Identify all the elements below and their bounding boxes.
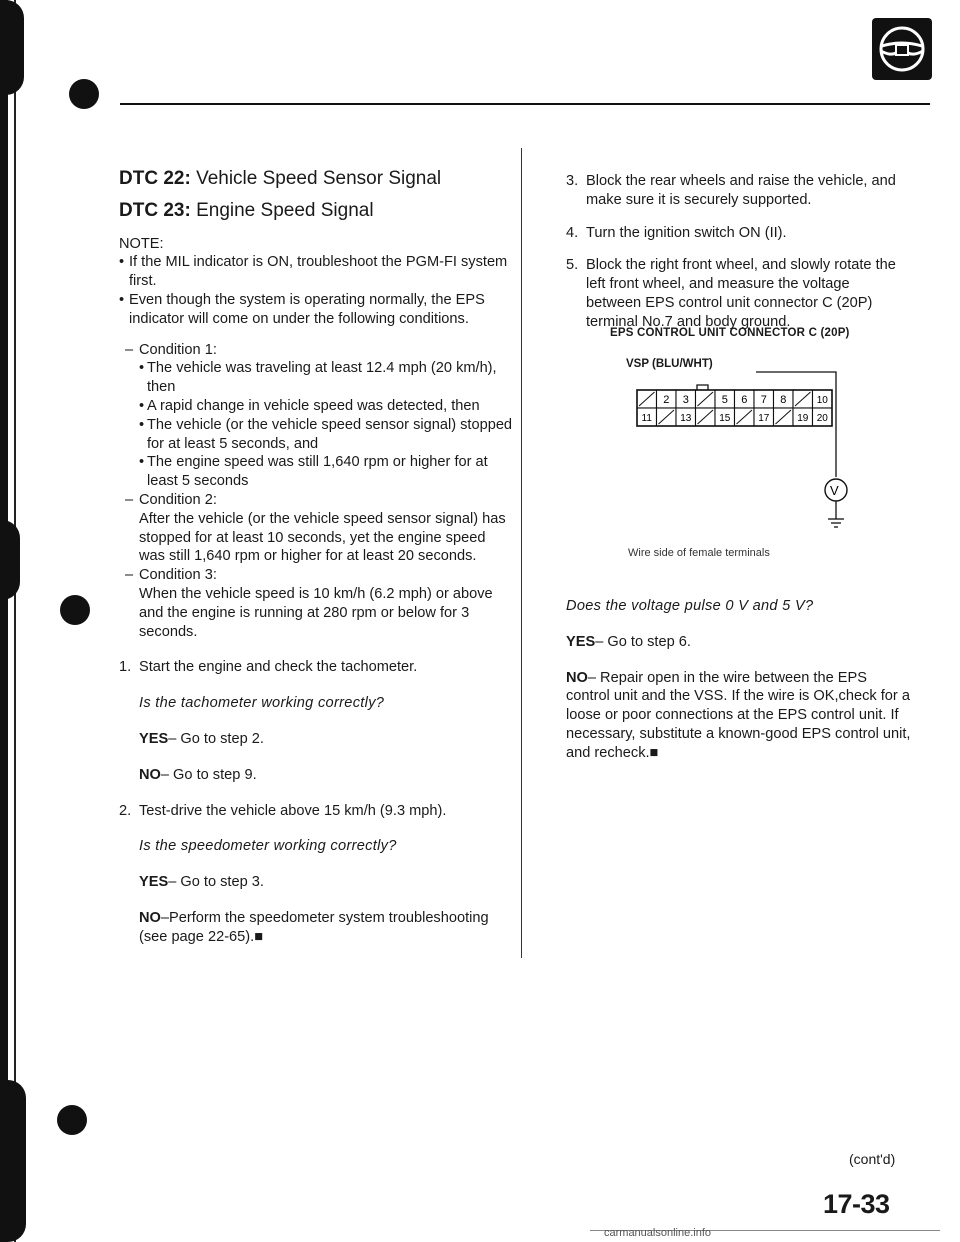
no-answer: [566, 669, 911, 763]
step-question: Is the speedometer working correctly?: [139, 838, 397, 855]
step-question: Does the voltage pulse 0 V and 5 V?: [566, 598, 814, 614]
condition-item: • The vehicle (or the vehicle speed sensor signal) stopped for at least 5 seconds, and: [139, 416, 514, 454]
step-1: [119, 658, 514, 677]
no-label: NO: [139, 909, 161, 926]
step-question: Is the tachometer working correctly?: [139, 695, 385, 712]
condition-heading: – Condition 1:: [125, 341, 514, 360]
yes-label: YES: [566, 633, 596, 650]
terminal-number: 11: [641, 413, 652, 424]
binding-hole: [69, 79, 99, 109]
condition-2: [125, 491, 514, 566]
step-text: Start the engine and check the tachometer.: [139, 659, 418, 676]
wire-label: VSP (BLU/WHT): [626, 358, 713, 370]
figure-title: EPS CONTROL UNIT CONNECTOR C (20P): [610, 327, 850, 339]
connector-drawing: [566, 327, 906, 563]
note-item: • Even though the system is operating normally, the EPS indicator will come on under the following conditions.: [119, 291, 514, 329]
binding-edge: [0, 0, 8, 1242]
step-text: Turn the ignition switch ON (II).: [586, 224, 787, 241]
step-number: 1.: [119, 659, 132, 676]
no-label: NO: [139, 766, 161, 783]
binding-tab: [0, 1080, 26, 1242]
terminal-number: 7: [760, 394, 767, 406]
no-answer: [119, 909, 514, 947]
binding-line: [14, 0, 16, 1242]
step-text: Block the rear wheels and raise the vehicle, and make sure it is securely supported.: [586, 173, 896, 208]
dtc23-title: Engine Speed Signal: [196, 199, 374, 221]
right-column: [566, 172, 906, 346]
condition-list: [125, 359, 514, 491]
figure-caption: Wire side of female terminals: [628, 547, 770, 559]
condition-heading: – Condition 3:: [125, 566, 514, 585]
binding-hole: [57, 1105, 87, 1135]
step-text: Block the right front wheel, and slowly rotate the left front wheel, and measure the voltage between EPS control unit connector C (20P) terminal No.7 and body ground.: [586, 257, 896, 330]
note-item: • If the MIL indicator is ON, troubleshoot the PGM-FI system first.: [119, 253, 514, 291]
step-number: 3.: [566, 173, 579, 189]
condition-text: After the vehicle (or the vehicle speed sensor signal) has stopped for at least 10 seconds, yet the engine speed was still 1,640 rpm or higher for at least 20 seconds.: [139, 510, 506, 565]
terminal-number: 20: [816, 413, 828, 424]
continued-label: (cont'd): [849, 1151, 896, 1167]
yes-answer: [119, 873, 514, 892]
header-rule: [120, 103, 930, 105]
condition-item: • The vehicle was traveling at least 12.4 mph (20 km/h), then: [139, 359, 514, 397]
dtc22-heading: [119, 170, 514, 189]
step-5: [566, 256, 906, 331]
yes-label: YES: [139, 730, 169, 747]
no-text: – Repair open in the wire between the EPS control unit and the VSS. If the wire is OK,check for a loose or poor connections at the EPS control unit. If necessary, substitute a known-good EPS control unit, and recheck.■: [566, 669, 911, 761]
condition-item: • The engine speed was still 1,640 rpm or higher for at least 5 seconds: [139, 453, 514, 491]
step-text: Test-drive the vehicle above 15 km/h (9.3 mph).: [139, 802, 447, 819]
step-number: 2.: [119, 802, 132, 819]
yes-answer: [119, 730, 514, 749]
note-label: NOTE:: [119, 235, 164, 252]
step-4: [566, 224, 906, 243]
terminal-number: 6: [741, 394, 748, 406]
column-divider: [521, 148, 522, 958]
watermark: carmanualsonline.info: [604, 1227, 712, 1239]
condition-item: • A rapid change in vehicle speed was detected, then: [139, 397, 514, 416]
voltmeter-symbol: V: [830, 483, 839, 498]
terminal-number: 10: [816, 395, 828, 406]
yes-label: YES: [139, 874, 169, 891]
yes-answer: [566, 633, 911, 652]
right-answers: [566, 597, 911, 763]
step-number: 4.: [566, 224, 579, 241]
dtc22-code: DTC 22:: [119, 168, 191, 189]
note-list: [119, 253, 514, 328]
yes-text: – Go to step 2.: [168, 730, 264, 747]
connector-diagram: [566, 327, 906, 563]
terminal-number: 5: [721, 394, 728, 406]
terminal-number: 2: [663, 394, 670, 406]
binding-tab: [0, 0, 24, 95]
terminal-number: 15: [719, 413, 731, 424]
condition-text: When the vehicle speed is 10 km/h (6.2 mph) or above and the engine is running at 280 rpm or below for 3 seconds.: [139, 585, 493, 640]
step-3: [566, 172, 906, 210]
terminal-number: 17: [758, 413, 770, 424]
condition-3: [125, 566, 514, 641]
yes-text: – Go to step 3.: [168, 874, 264, 891]
terminal-number: 19: [797, 413, 809, 424]
no-answer: [119, 766, 514, 785]
step-2: [119, 802, 514, 821]
no-text: – Go to step 9.: [160, 766, 257, 783]
dtc23-heading: [119, 199, 514, 221]
no-label: NO: [566, 669, 588, 686]
page-number: 17-33: [823, 1189, 890, 1219]
dtc22-title: Vehicle Speed Sensor Signal: [196, 168, 442, 189]
terminal-grid: [637, 390, 832, 426]
no-text: –Perform the speedometer system troubleshooting (see page 22-65).■: [139, 909, 489, 945]
dtc23-code: DTC 23:: [119, 199, 191, 221]
step-number: 5.: [566, 257, 579, 274]
condition-heading: – Condition 2:: [125, 491, 514, 510]
terminal-number: 13: [680, 413, 692, 424]
binding-tab: [0, 520, 20, 600]
terminal-number: 8: [780, 394, 787, 406]
condition-1: [125, 341, 514, 491]
steering-wheel-icon: [872, 18, 932, 80]
left-column: [119, 170, 514, 947]
terminal-number: 3: [682, 394, 689, 406]
yes-text: – Go to step 6.: [595, 633, 691, 650]
binding-hole: [60, 595, 90, 625]
